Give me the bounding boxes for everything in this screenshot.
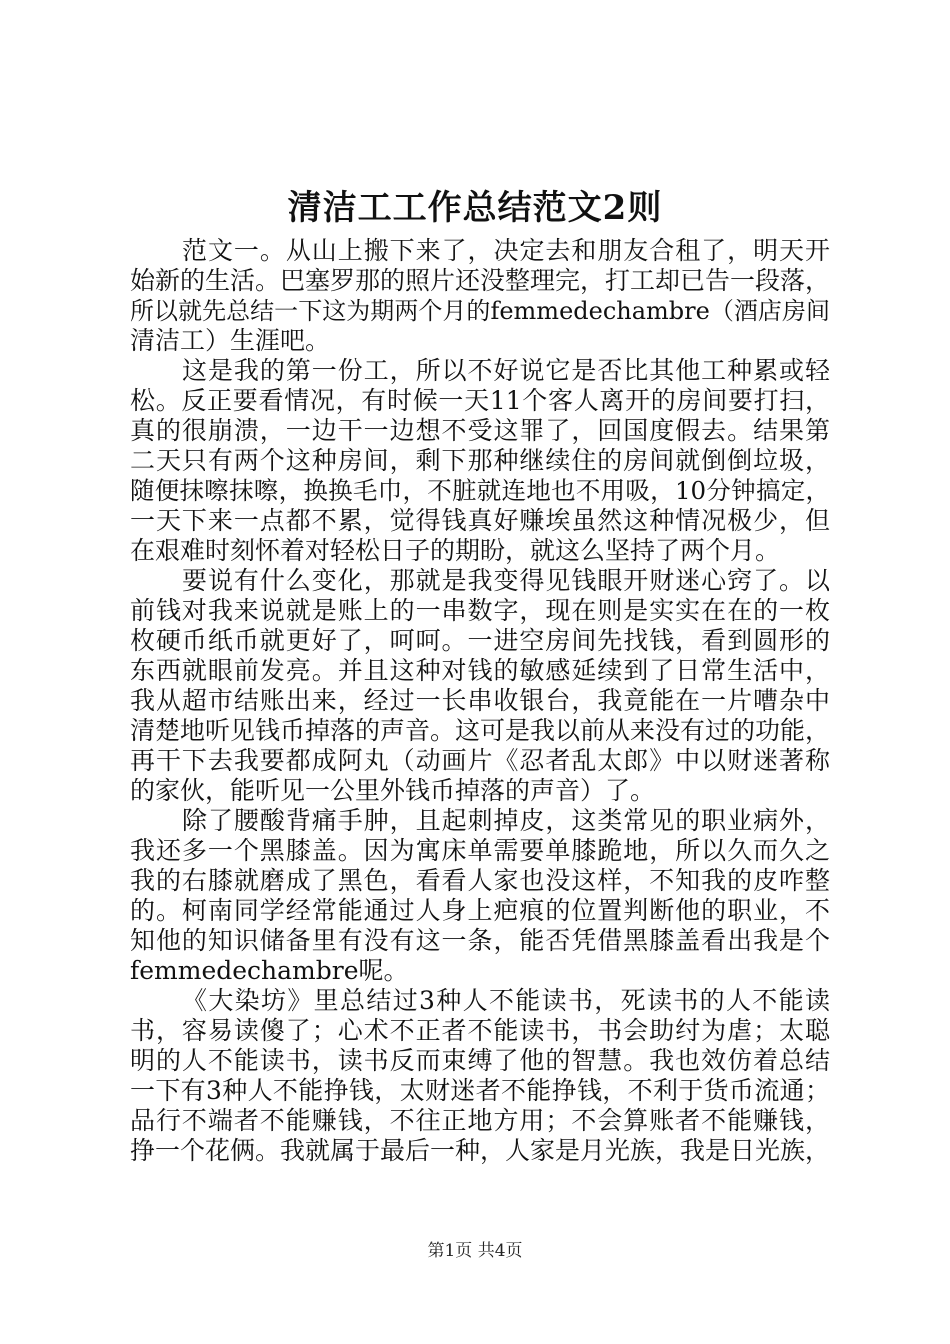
document-title: 清洁工工作总结范文2则 (287, 188, 663, 228)
text-line: 的家伙，能听见一公里外钱币掉落的声音）了。 (130, 776, 656, 805)
text-line: 挣一个花俩。我就属于最后一种，人家是月光族，我是日光族， (130, 1136, 831, 1165)
text-line: 我的右膝就磨成了黑色，看看人家也没这样，不知我的皮咋整 (130, 866, 830, 895)
text-line: 书，容易读傻了；心术不正者不能读书，书会助纣为虐；太聪 (130, 1016, 830, 1045)
text-line: 要说有什么变化，那就是我变得见钱眼开财迷心窍了。以 (182, 566, 830, 595)
text-line: femmedechambre呢。 (130, 956, 409, 985)
text-line: 品行不端者不能赚钱，不往正地方用；不会算账者不能赚钱， (130, 1106, 830, 1135)
text-line: 知他的知识储备里有没有这一条，能否凭借黑膝盖看出我是个 (130, 926, 830, 955)
page-number-footer: 第1页 共4页 (427, 1241, 523, 1261)
paragraph (130, 566, 830, 806)
text-line: 的。柯南同学经常能通过人身上疤痕的位置判断他的职业，不 (130, 896, 830, 925)
text-line: 这是我的第一份工，所以不好说它是否比其他工种累或轻 (182, 356, 830, 385)
text-line: 除了腰酸背痛手肿，且起刺掉皮，这类常见的职业病外， (182, 806, 830, 835)
text-line: 枚硬币纸币就更好了，呵呵。一进空房间先找钱，看到圆形的 (130, 626, 830, 655)
text-line: 清洁工）生涯吧。 (130, 326, 331, 355)
paragraph (130, 986, 830, 1166)
paragraph (130, 356, 830, 566)
text-line: 前钱对我来说就是账上的一串数字，现在则是实实在在的一枚 (130, 596, 830, 625)
text-line: 一天下来一点都不累，觉得钱真好赚埃虽然这种情况极少，但 (130, 506, 830, 535)
text-line: 在艰难时刻怀着对轻松日子的期盼，就这么坚持了两个月。 (130, 536, 781, 565)
paragraph (130, 236, 830, 356)
text-line: 真的很崩溃，一边干一边想不受这罪了，回国度假去。结果第 (130, 416, 830, 445)
text-line: 松。反正要看情况，有时候一天11个客人离开的房间要打扫， (130, 386, 830, 415)
text-line: 范文一。从山上搬下来了，决定去和朋友合租了，明天开 (182, 236, 830, 265)
text-line: 东西就眼前发亮。并且这种对钱的敏感延续到了日常生活中， (130, 656, 830, 685)
text-line: 清楚地听见钱币掉落的声音。这可是我以前从来没有过的功能， (130, 716, 831, 745)
text-line: 随便抹嚓抹嚓，换换毛巾，不脏就连地也不用吸，10分钟搞定， (130, 476, 830, 505)
text-line: 始新的生活。巴塞罗那的照片还没整理完，打工却已告一段落， (130, 266, 831, 295)
text-line: 《大染坊》里总结过3种人不能读书，死读书的人不能读 (182, 986, 830, 1015)
text-line: 我从超市结账出来，经过一长串收银台，我竟能在一片嘈杂中 (130, 686, 830, 715)
text-line: 再干下去我要都成阿丸（动画片《忍者乱太郎》中以财迷著称 (130, 746, 830, 775)
text-line: 所以就先总结一下这为期两个月的femmedechambre（酒店房间 (130, 297, 830, 325)
paragraph (130, 806, 830, 986)
document-body (130, 236, 830, 1166)
text-line: 二天只有两个这种房间，剩下那种继续住的房间就倒倒垃圾， (130, 446, 830, 475)
text-line: 我还多一个黑膝盖。因为寓床单需要单膝跪地，所以久而久之 (130, 836, 830, 865)
text-line: 一下有3种人不能挣钱，太财迷者不能挣钱，不利于货币流通； (130, 1076, 830, 1105)
text-line: 明的人不能读书，读书反而束缚了他的智慧。我也效仿着总结 (130, 1046, 830, 1075)
